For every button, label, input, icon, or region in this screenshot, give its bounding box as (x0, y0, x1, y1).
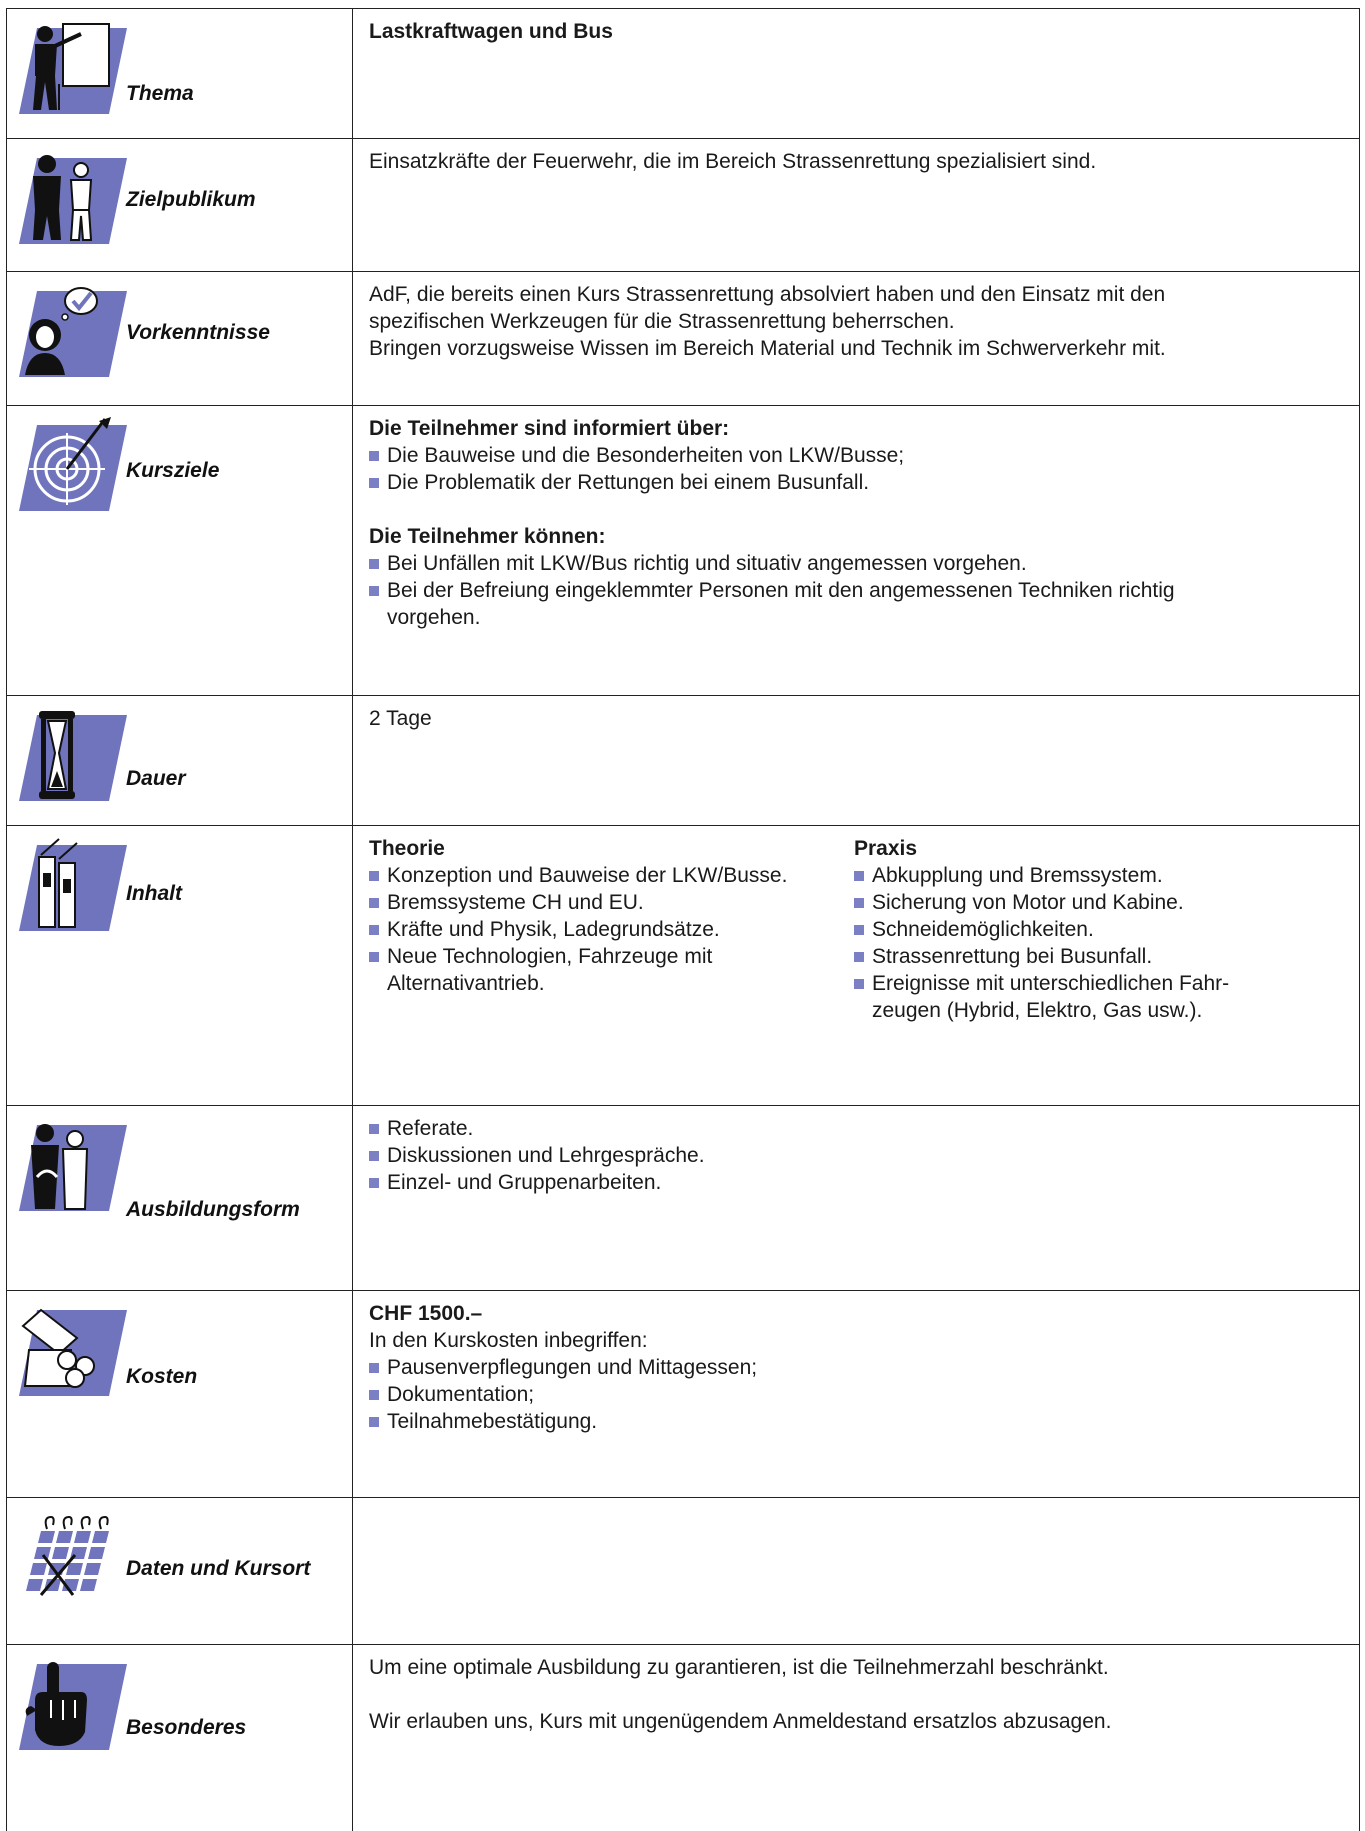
label-cell (6, 1105, 353, 1290)
prerequisites-line: Bringen vorzugsweise Wissen im Bereich Material und Technik im Schwerverkehr mit. (369, 337, 1166, 360)
list-item: Die Problematik der Rettungen bei einem Busunfall. (369, 469, 1345, 496)
label-cell (6, 1290, 353, 1497)
content-cell (352, 271, 1360, 405)
row-ausbildungsform (6, 1105, 1360, 1290)
audience-text: Einsatzkräfte der Feuerwehr, die im Bereich Strassenrettung spezialisiert sind. (369, 150, 1097, 173)
content-cell (352, 1497, 1360, 1644)
practice-heading: Praxis (854, 837, 918, 860)
list-item: Neue Technologien, Fahrzeuge mit Alternativantrieb. (369, 943, 747, 997)
price: CHF 1500.– (369, 1302, 483, 1325)
coins-icon (19, 1302, 127, 1396)
label-cell (6, 1497, 353, 1644)
label-cell (6, 405, 353, 695)
objectives-heading: Die Teilnehmer können: (369, 525, 606, 548)
costs-intro: In den Kurskosten inbegriffen: (369, 1329, 648, 1352)
content-cell (352, 695, 1360, 825)
list-item: Die Bauweise und die Besonderheiten von LKW/Busse; (369, 442, 1345, 469)
list-item: Referate. (369, 1115, 1345, 1142)
row-vorkenntnisse (6, 271, 1360, 405)
thinking-person-icon (19, 283, 127, 377)
list-item: Strassenrettung bei Busunfall. (854, 943, 1345, 970)
prerequisites-line: AdF, die bereits einen Kurs Strassenrettung absolviert haben und den Einsatz mit den (369, 283, 1166, 306)
discussion-icon (19, 1117, 127, 1211)
list-item: Konzeption und Bauweise der LKW/Busse. (369, 862, 839, 889)
content-cell (352, 8, 1360, 138)
training-form-list (369, 1115, 1345, 1196)
list-item: Einzel- und Gruppenarbeiten. (369, 1169, 1345, 1196)
content-cell (352, 1644, 1360, 1831)
target-icon (19, 417, 127, 511)
binders-icon (19, 837, 127, 931)
list-item: Ereignisse mit unterschiedlichen Fahr-zeugen (Hybrid, Elektro, Gas usw.). (854, 970, 1232, 1024)
content-theory (369, 835, 839, 997)
row-zielpublikum (6, 138, 1360, 271)
content-cell (352, 405, 1360, 695)
label-cell (6, 695, 353, 825)
prerequisites-text (369, 281, 1345, 362)
training-form-text (369, 1115, 1345, 1196)
content-cell (352, 138, 1360, 271)
list-item: Diskussionen und Lehrgespräche. (369, 1142, 1345, 1169)
row-label: Ausbildungsform (126, 1198, 300, 1221)
list-item: Pausenverpflegungen und Mittagessen; (369, 1354, 1345, 1381)
label-cell (6, 1644, 353, 1831)
label-cell (6, 8, 353, 138)
notes-line: Um eine optimale Ausbildung zu garantieren, ist die Teilnehmerzahl beschränkt. (369, 1656, 1109, 1679)
firefighter-icon (19, 150, 127, 244)
objectives-list (369, 442, 1345, 496)
notes-line: Wir erlauben uns, Kurs mit ungenügendem Anmeldestand ersatzlos abzusagen. (369, 1710, 1112, 1733)
costs-text (369, 1300, 1345, 1435)
row-dauer (6, 695, 1360, 825)
label-cell (6, 271, 353, 405)
row-label: Inhalt (126, 882, 182, 905)
list-item: Kräfte und Physik, Ladegrundsätze. (369, 916, 839, 943)
course-title: Lastkraftwagen und Bus (369, 20, 613, 43)
list-item: Bei der Befreiung eingeklemmter Personen mit den angemessenen Techniken richtig vorgehen. (369, 577, 1345, 631)
row-thema (6, 8, 1360, 138)
list-item: Teilnahmebestätigung. (369, 1408, 1345, 1435)
row-label: Vorkenntnisse (126, 321, 270, 344)
pointing-hand-icon (19, 1656, 127, 1750)
row-kursziele (6, 405, 1360, 695)
row-label: Zielpublikum (126, 188, 256, 211)
row-inhalt (6, 825, 1360, 1105)
row-label: Thema (126, 82, 194, 105)
objectives-list (369, 550, 1345, 631)
row-label: Besonderes (126, 1716, 247, 1739)
content-practice (854, 835, 1345, 1024)
theory-list (369, 862, 839, 997)
presenter-icon (19, 20, 127, 114)
label-cell (6, 825, 353, 1105)
practice-list (854, 862, 1345, 1024)
row-label: Kursziele (126, 459, 220, 482)
label-cell (6, 138, 353, 271)
list-item: Abkupplung und Bremssystem. (854, 862, 1345, 889)
duration-text: 2 Tage (369, 707, 432, 730)
row-besonderes (6, 1644, 1360, 1831)
content-cell (352, 825, 1360, 1105)
content-cell (352, 1290, 1360, 1497)
notes-text (369, 1654, 1345, 1735)
theory-heading: Theorie (369, 837, 445, 860)
row-daten-kursort (6, 1497, 1360, 1644)
objectives-heading: Die Teilnehmer sind informiert über: (369, 417, 730, 440)
row-label: Dauer (126, 767, 186, 790)
row-kosten (6, 1290, 1360, 1497)
row-label: Kosten (126, 1365, 198, 1388)
list-item: Bei Unfällen mit LKW/Bus richtig und situativ angemessen vorgehen. (369, 550, 1345, 577)
costs-list (369, 1354, 1345, 1435)
calendar-icon (19, 1509, 127, 1603)
objectives-text (369, 415, 1345, 631)
list-item: Schneidemöglichkeiten. (854, 916, 1345, 943)
content-cell (352, 1105, 1360, 1290)
row-label: Daten und Kursort (126, 1557, 311, 1580)
course-info-sheet (6, 8, 1360, 1831)
list-item: Bremssysteme CH und EU. (369, 889, 839, 916)
prerequisites-line: spezifischen Werkzeugen für die Strassenrettung beherrschen. (369, 310, 955, 333)
hourglass-icon (19, 707, 127, 801)
list-item: Sicherung von Motor und Kabine. (854, 889, 1345, 916)
list-item: Dokumentation; (369, 1381, 1345, 1408)
